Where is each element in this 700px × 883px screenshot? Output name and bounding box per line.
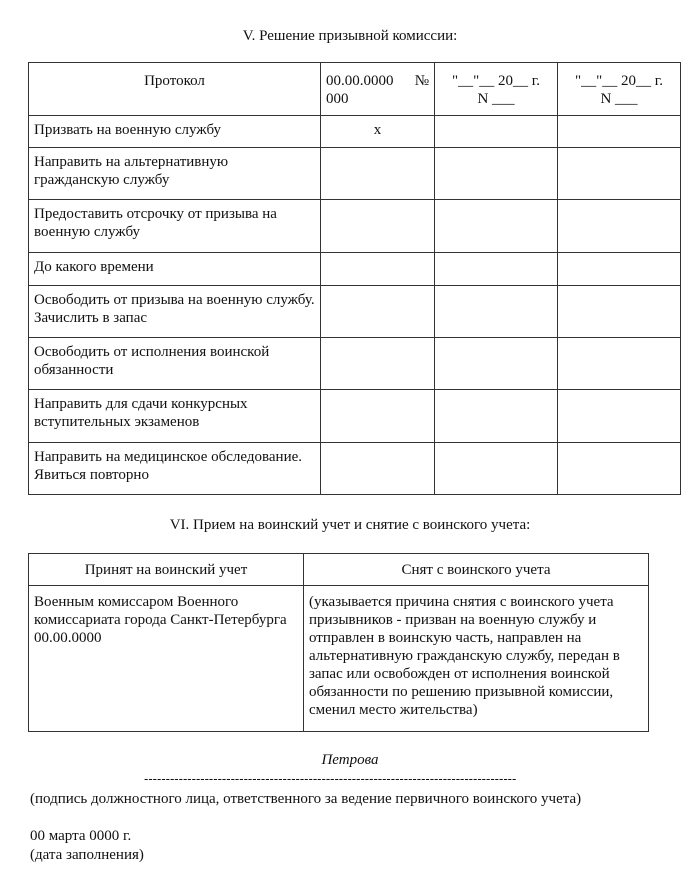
row-cell: [435, 390, 558, 443]
signatory-name: Петрова: [321, 752, 379, 768]
military-registration-table: [28, 553, 649, 732]
row-cell: [435, 286, 558, 338]
row-cell: [435, 116, 558, 148]
row-cell: [321, 148, 435, 200]
table-row: [29, 586, 649, 732]
protocol-col-3-number: N ___: [600, 91, 638, 107]
protocol-header: Протокол: [29, 63, 321, 116]
table-header-row: [29, 554, 649, 586]
signature-line: --------------------------------------------------------------------------------------: [144, 771, 517, 786]
commission-decision-table: [28, 62, 681, 495]
row-cell: [558, 390, 681, 443]
table-row: [29, 253, 681, 286]
row-cell: [435, 338, 558, 390]
protocol-col-2: [435, 63, 558, 116]
row-cell: [558, 148, 681, 200]
table-row: [29, 390, 681, 443]
table-row: [29, 286, 681, 338]
deregistered-header: Снят с воинского учета: [304, 554, 649, 586]
row-label: Освободить от призыва на военную службу. Зачислить в запас: [29, 286, 321, 338]
row-cell: [558, 286, 681, 338]
signature-caption: (подпись должностного лица, ответственного за ведение первичного воинского учета): [30, 791, 582, 807]
row-cell: [435, 443, 558, 495]
row-label: Направить на альтернативную гражданскую службу: [29, 148, 321, 200]
number-sign: №: [414, 73, 429, 89]
row-cell: [558, 116, 681, 148]
row-cell: [558, 200, 681, 253]
row-cell: [558, 253, 681, 286]
row-cell: [558, 338, 681, 390]
row-cell: [321, 390, 435, 443]
row-label: Направить для сдачи конкурсных вступительных экзаменов: [29, 390, 321, 443]
table-row: [29, 116, 681, 148]
row-cell: х: [321, 116, 435, 148]
registered-header: Принят на воинский учет: [29, 554, 304, 586]
fill-date: 00 марта 0000 г.: [30, 828, 132, 844]
row-cell: [435, 148, 558, 200]
registered-body: Военным комиссаром Военного комиссариата города Санкт-Петербурга 00.00.0000: [29, 586, 304, 732]
row-label: Призвать на военную службу: [29, 116, 321, 148]
row-label: Освободить от исполнения воинской обязанности: [29, 338, 321, 390]
table-row: [29, 443, 681, 495]
protocol-number: 000: [326, 91, 349, 107]
row-cell: [435, 200, 558, 253]
protocol-col-1: [321, 63, 435, 116]
table-header-row: [29, 63, 681, 116]
row-cell: [435, 253, 558, 286]
protocol-col-3: [558, 63, 681, 116]
table-row: [29, 338, 681, 390]
section-6-title: VI. Прием на воинский учет и снятие с воинского учета:: [169, 517, 531, 533]
table-row: [29, 148, 681, 200]
deregistered-body: (указывается причина снятия с воинского учета призывников - призван на военную службу и отправлен в воинскую часть, направлен на альтернативную гражданскую службу, передан в запас или освобожден от исполнения воинской обязанности по решению призывной комиссии, сменил место жительства): [304, 586, 649, 732]
protocol-col-2-number: N ___: [477, 91, 515, 107]
row-label: Предоставить отсрочку от призыва на военную службу: [29, 200, 321, 253]
row-label: Направить на медицинское обследование. Явиться повторно: [29, 443, 321, 495]
row-cell: [321, 253, 435, 286]
fill-date-caption: (дата заполнения): [30, 847, 144, 863]
row-cell: [558, 443, 681, 495]
protocol-col-3-date: "__"__ 20__ г.: [575, 73, 663, 89]
table-row: [29, 200, 681, 253]
row-cell: [321, 286, 435, 338]
row-label: До какого времени: [29, 253, 321, 286]
row-cell: [321, 443, 435, 495]
protocol-date: 00.00.0000: [326, 73, 394, 89]
row-cell: [321, 200, 435, 253]
row-cell: [321, 338, 435, 390]
protocol-col-2-date: "__"__ 20__ г.: [452, 73, 540, 89]
section-5-title: V. Решение призывной комиссии:: [242, 28, 458, 44]
